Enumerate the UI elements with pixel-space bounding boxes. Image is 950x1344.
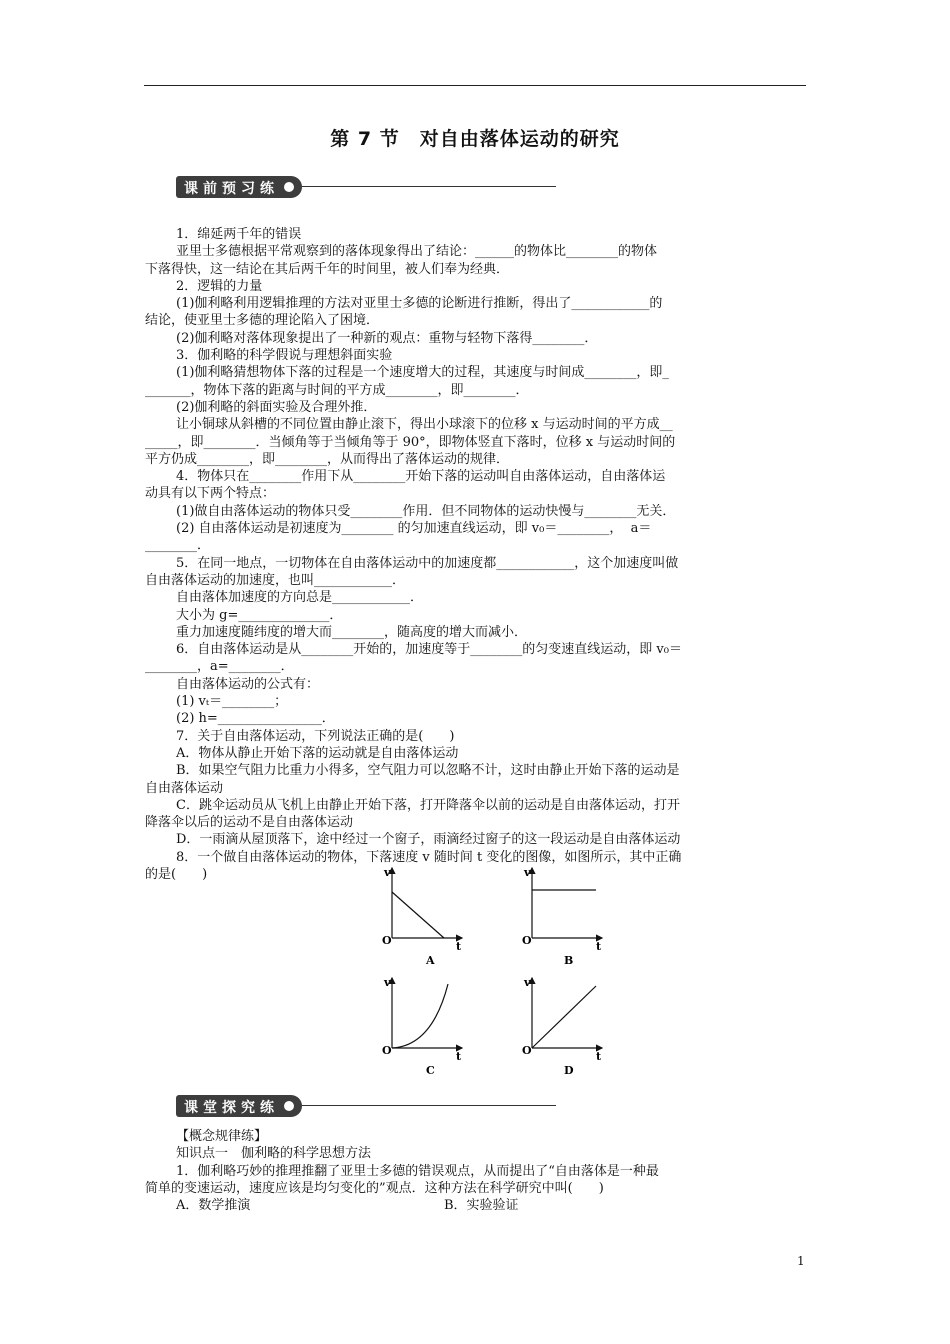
bullet-icon: [284, 182, 294, 192]
graph-a: [382, 866, 462, 967]
text-line: 平方仍成________，即________，从而得出了落体运动的规律．: [145, 451, 510, 467]
text-line: _____，即________．当倾角等于当倾角等于 90°，即物体竖直下落时，位移 x 与运动时间的: [145, 434, 676, 450]
text-line: (2) h=________________．: [176, 711, 335, 727]
vt-graphs-figure: [370, 862, 620, 1082]
text-line: (1)伽利略猜想物体下落的过程是一个速度增大的过程，其速度与时间成________，即_: [176, 365, 669, 381]
text-line: 【概念规律练】: [176, 1129, 268, 1144]
text-line: 1．绵延两千年的错误: [176, 227, 302, 242]
text-line: (1)做自由落体运动的物体只受________作用．但不同物体的运动快慢与________无关．: [176, 503, 676, 519]
graph-c: [382, 976, 462, 1077]
bullet-icon: [284, 1101, 294, 1111]
graph-caption: A: [426, 954, 435, 967]
text-line: C．跳伞运动员从飞机上由静止开始下落，打开降落伞以前的运动是自由落体运动，打开: [176, 797, 680, 813]
text-line: 让小铜球从斜槽的不同位置由静止滚下，得出小球滚下的位移 x 与运动时间的平方成__: [176, 417, 673, 433]
text-line: 大小为 g=______________．: [176, 607, 343, 623]
text-line: 4．物体只在________作用下从________开始下落的运动叫自由落体运动，自由落体运: [176, 469, 666, 485]
text-line: 降落伞以后的运动不是自由落体运动: [145, 815, 354, 831]
axis-v-label: v: [384, 866, 391, 879]
text-line: (2)伽利略的斜面实验及合理外推．: [176, 399, 377, 415]
graph-d: [522, 976, 602, 1077]
text-line: ________．: [145, 538, 211, 554]
page-title: 第 7 节 对自由落体运动的研究: [330, 128, 620, 150]
graph-caption: B: [564, 954, 574, 967]
axis-v-label: v: [524, 866, 531, 879]
text-line: 自由落体运动的公式有：: [176, 676, 320, 692]
axis-v-label: v: [524, 976, 531, 989]
text-line: 知识点一 伽利略的科学思想方法: [176, 1146, 372, 1162]
text-line: _______，物体下落的距离与时间的平方成________，即________．: [145, 382, 529, 398]
text-line: 下落得快，这一结论在其后两千年的时间里，被人们奉为经典．: [145, 261, 510, 277]
graph-caption: C: [426, 1064, 435, 1077]
option-b: B．实验验证: [444, 1198, 519, 1213]
origin-label: O: [382, 934, 392, 947]
header-rule: [144, 85, 806, 86]
graph-b: [522, 866, 602, 967]
origin-label: O: [522, 1044, 532, 1057]
text-line: D．一雨滴从屋顶落下，途中经过一个窗子，雨滴经过窗子的这一段运动是自由落体运动: [176, 832, 681, 848]
text-line: 动具有以下两个特点：: [145, 486, 276, 502]
banner-label: 课堂探究练: [184, 1100, 279, 1116]
axis-t-label: t: [456, 1050, 462, 1063]
text-line: A．物体从静止开始下落的运动就是自由落体运动: [176, 745, 459, 761]
option-a: A．数学推演: [176, 1198, 251, 1213]
text-line: 自由落体运动: [145, 780, 224, 796]
text-line: 的是( ): [145, 866, 208, 882]
text-line: (1)伽利略利用逻辑推理的方法对亚里士多德的论断进行推断，得出了____________的: [176, 296, 663, 312]
text-line: 简单的变速运动，速度应该是均匀变化的”观点．这种方法在科学研究中叫( ): [145, 1180, 604, 1196]
axis-v-label: v: [384, 976, 391, 989]
text-line: (2) 自由落体运动是初速度为________ 的匀加速直线运动，即 v₀＝________， a＝: [176, 521, 652, 537]
text-line: 1．伽利略巧妙的推理推翻了亚里士多德的错误观点，从而提出了“自由落体是一种最: [176, 1163, 659, 1179]
preview-exercises: [145, 226, 807, 883]
origin-label: O: [382, 1044, 392, 1057]
text-line: (1) vₜ＝________；: [176, 694, 288, 710]
origin-label: O: [522, 934, 532, 947]
text-line: 自由落体加速度的方向总是____________．: [176, 590, 424, 606]
text-line: 3．伽利略的科学假说与理想斜面实验: [176, 348, 393, 364]
banner-label: 课前预习练: [184, 181, 279, 197]
page-number: 1: [797, 1254, 805, 1268]
text-line: 7．关于自由落体运动，下列说法正确的是( ): [176, 728, 455, 744]
axis-t-label: t: [596, 1050, 602, 1063]
text-line: 亚里士多德根据平常观察到的落体现象得出了结论：______的物体比________的物体: [176, 244, 658, 260]
text-line: (2)伽利略对落体现象提出了一种新的观点：重物与轻物下落得________．: [176, 330, 598, 346]
axis-t-label: t: [456, 940, 462, 953]
text-line: ________，a=________．: [145, 659, 294, 675]
text-line: 重力加速度随纬度的增大而________，随高度的增大而减小．: [176, 624, 528, 640]
classroom-exercises: [145, 1128, 807, 1197]
text-line: B．如果空气阻力比重力小得多，空气阻力可以忽略不计，这时由静止开始下落的运动是: [176, 763, 680, 779]
text-line: 结论，使亚里士多德的理论陷入了困境．: [145, 313, 380, 329]
text-line: 2．逻辑的力量: [176, 278, 263, 294]
text-line: 8．一个做自由落体运动的物体，下落速度 v 随时间 t 变化的图像，如图所示，其中正确: [176, 849, 682, 865]
text-line: 自由落体运动的加速度，也叫____________．: [145, 572, 406, 588]
text-line: 5．在同一地点，一切物体在自由落体运动中的加速度都____________，这个加速度叫做: [176, 555, 679, 571]
text-line: 6．自由落体运动是从________开始的，加速度等于________的匀变速直线运动，即 v₀＝: [176, 642, 682, 658]
graph-caption: D: [564, 1064, 574, 1077]
axis-t-label: t: [596, 940, 602, 953]
